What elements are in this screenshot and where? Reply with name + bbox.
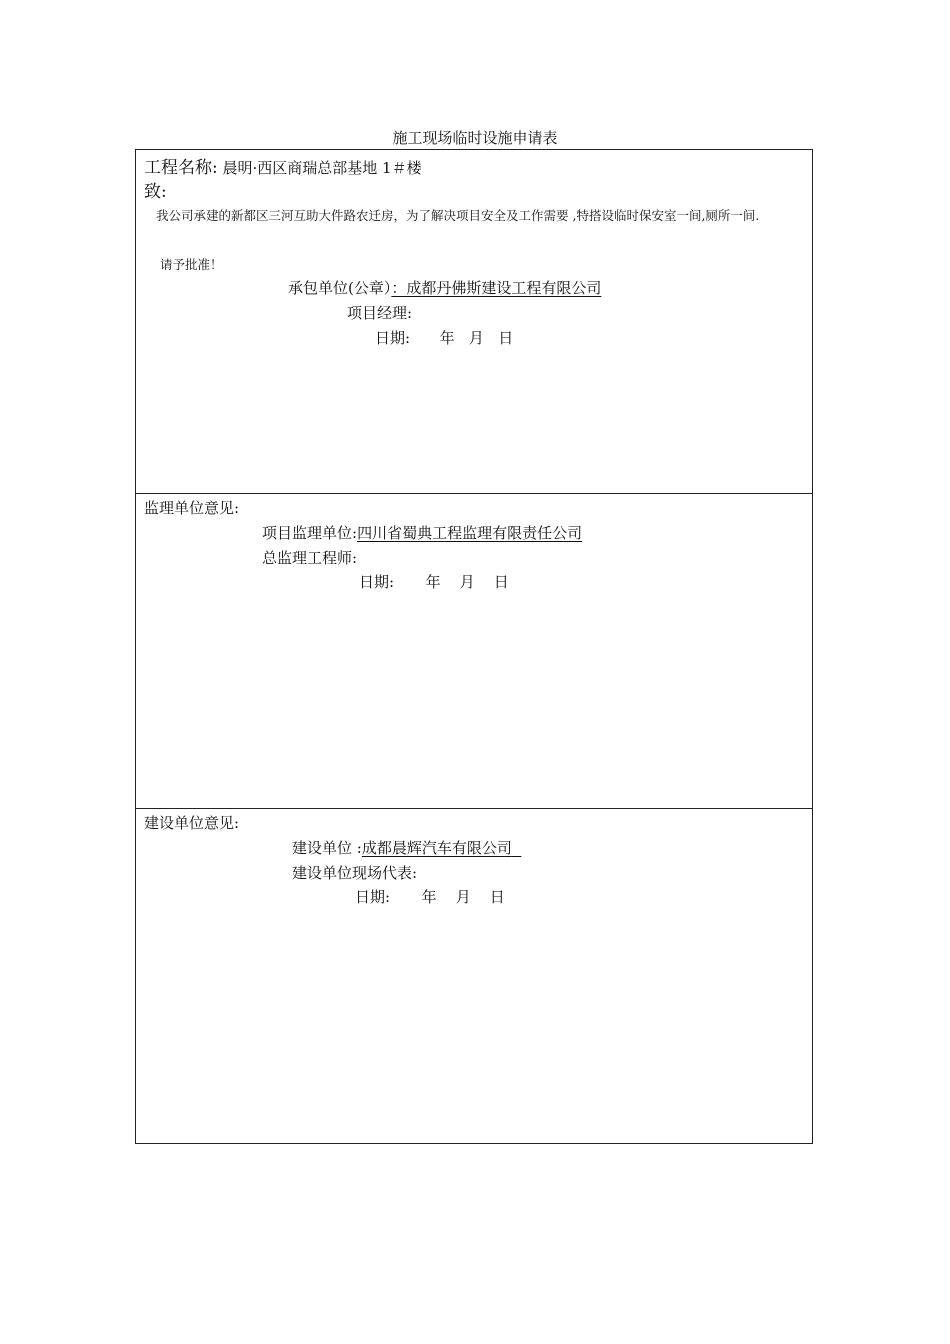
supervision-date-parts: 年 月 日 bbox=[425, 573, 509, 591]
supervision-unit-label: 项目监理单位: bbox=[262, 524, 358, 542]
addressee-label: 致: bbox=[144, 182, 167, 202]
form-title: 施工现场临时设施申请表 bbox=[392, 129, 558, 147]
request-body: 我公司承建的新都区三河互助大件路农迁房，为了解决项目安全及工作需要 ,特搭设临时保安室一间,厕所一间. bbox=[156, 208, 760, 223]
contractor-value: ：成都丹佛斯建设工程有限公司 bbox=[391, 279, 602, 297]
request-date-label: 日期: bbox=[375, 329, 411, 347]
supervision-unit-value: 四川省蜀典工程监理有限责任公司 bbox=[357, 524, 583, 542]
application-form-table bbox=[135, 149, 813, 1144]
owner-unit-label: 建设单位 : bbox=[292, 839, 362, 857]
owner-representative-label: 建设单位现场代表: bbox=[292, 864, 418, 882]
supervision-section bbox=[136, 494, 812, 809]
owner-section bbox=[136, 809, 812, 1143]
project-name-value: 晨明·西区商瑞总部基地 1＃楼 bbox=[222, 159, 422, 177]
owner-unit-underline-tail bbox=[512, 839, 522, 857]
project-name-row bbox=[144, 153, 422, 178]
owner-unit-value: 成都晨辉汽车有限公司 bbox=[361, 839, 512, 857]
approval-request: 请予批准！ bbox=[160, 257, 223, 272]
project-manager-label: 项目经理: bbox=[347, 304, 413, 322]
request-date-row bbox=[375, 327, 513, 348]
owner-unit-row bbox=[292, 837, 521, 858]
request-section bbox=[136, 150, 812, 494]
owner-heading: 建设单位意见: bbox=[144, 814, 240, 832]
contractor-label: 承包单位(公章） bbox=[288, 279, 392, 297]
chief-engineer-label: 总监理工程师: bbox=[262, 549, 358, 567]
owner-date-row bbox=[355, 886, 505, 907]
owner-date-label: 日期: bbox=[355, 888, 391, 906]
contractor-row bbox=[288, 277, 601, 298]
supervision-date-row bbox=[359, 571, 509, 592]
owner-date-parts: 年 月 日 bbox=[421, 888, 505, 906]
supervision-date-label: 日期: bbox=[359, 573, 395, 591]
supervision-unit-row bbox=[262, 522, 582, 543]
request-date-parts: 年 月 日 bbox=[439, 329, 514, 347]
project-name-label: 工程名称: bbox=[144, 158, 218, 178]
supervision-heading: 监理单位意见: bbox=[144, 499, 240, 517]
